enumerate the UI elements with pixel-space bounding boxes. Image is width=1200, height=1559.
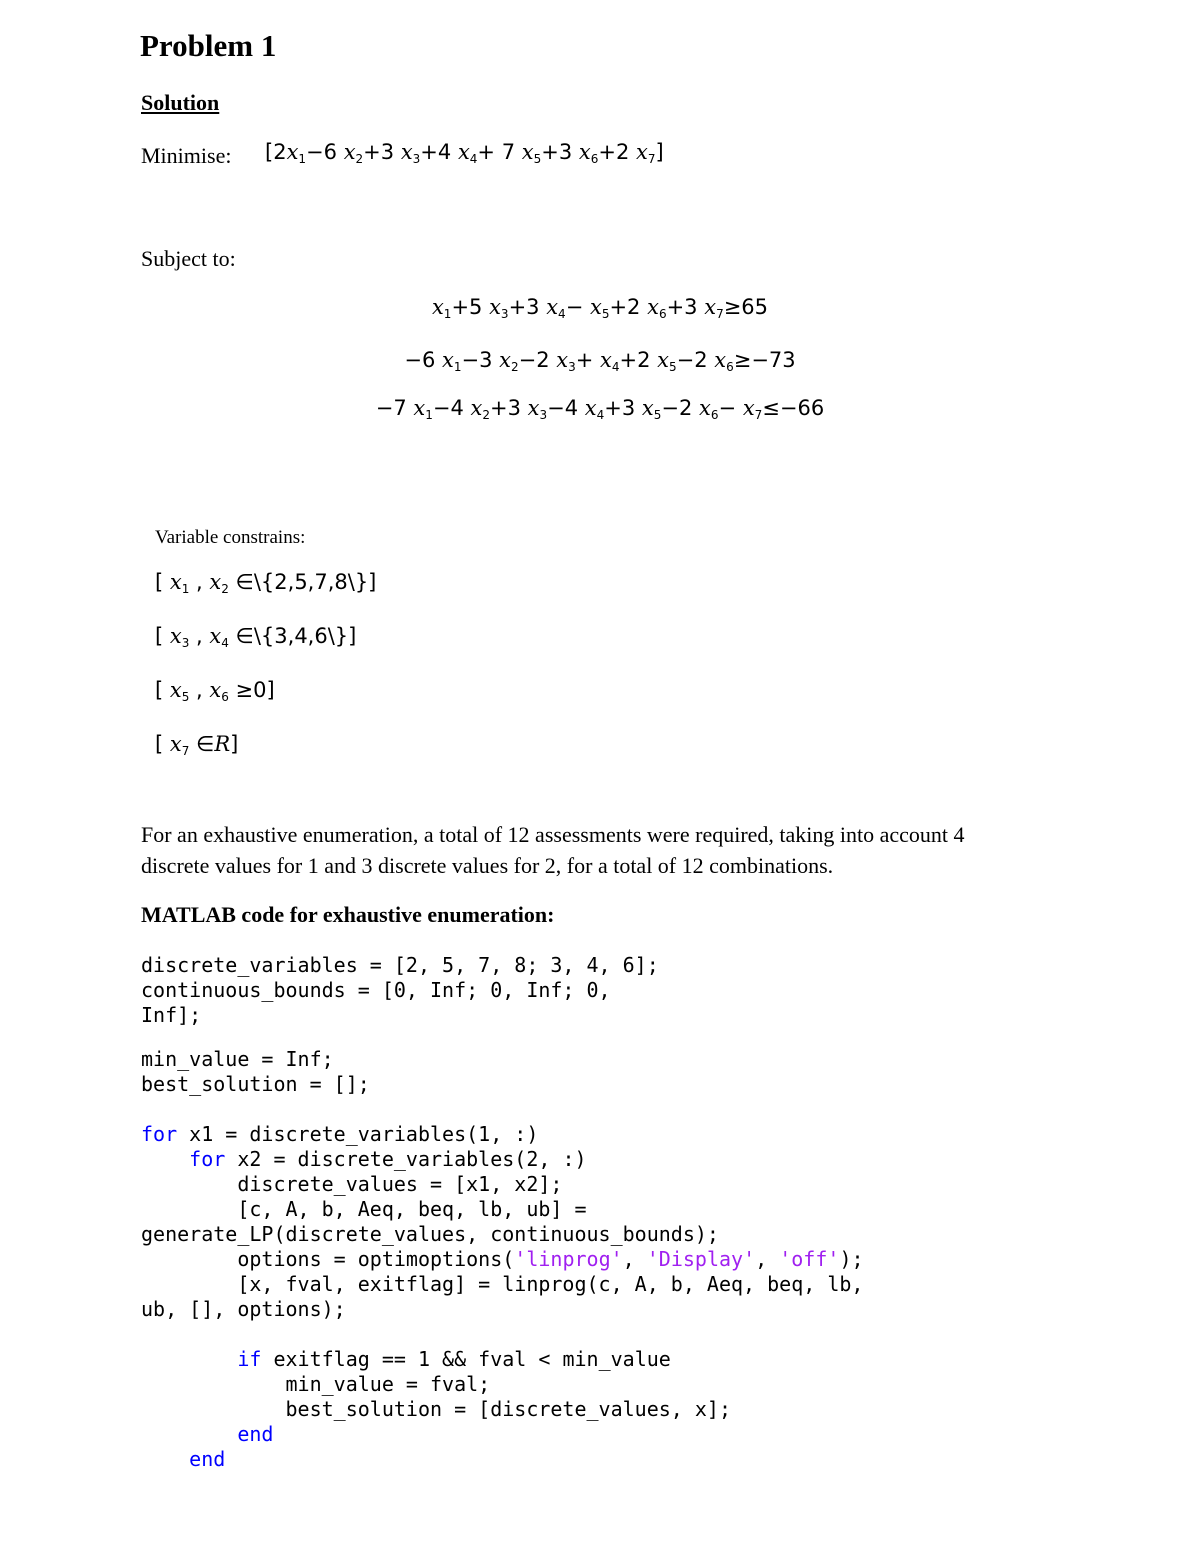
subject-to-label: Subject to:: [141, 246, 236, 271]
string-literal: 'Display': [646, 1247, 756, 1271]
keyword-for: for: [141, 1122, 178, 1146]
code-line: [141, 1447, 189, 1471]
page-title: Problem 1: [140, 28, 277, 63]
solution-heading: Solution: [141, 90, 220, 115]
code-line: x2 = discrete_variables(2, :) discrete_values = [x1, x2]; [c, A, b, Aeq, beq, lb, ub] = generate_LP(discrete_values, continuous_bounds); options = optimoptions(: [141, 1147, 719, 1271]
string-literal: 'linprog': [514, 1247, 623, 1271]
code-heading: MATLAB code for exhaustive enumeration:: [141, 902, 555, 927]
constraint-1: $x_1+5$ $x_3+3$ $x_4- x_5+2$ $x_6+3$ $x_7\ge 65$: [431, 295, 769, 321]
variable-constraint-1: [ $x_1$ , $x_2$ ∈\{2,5,7,8\}]: [155, 570, 377, 596]
keyword-end: end: [237, 1422, 274, 1446]
code-block-init: min_value = Inf; best_solution = [];: [141, 1047, 370, 1096]
code-separator: ,: [755, 1247, 780, 1271]
variable-constraint-3: [ $x_5$ , $x_6 \ge 0$]: [155, 678, 275, 704]
variable-constraint-4: [ $x_7$ ∈R]: [155, 732, 239, 758]
minimise-label: Minimise:: [141, 143, 232, 168]
code-line: x1 = discrete_variables(1, :): [189, 1122, 539, 1146]
code-line: ); [x, fval, exitflag] = linprog(c, A, b, Aeq, beq, lb, ub, [], options);: [141, 1247, 864, 1321]
constraint-3: −7 $x_1-4$ $x_2+3$ $x_3-4$ $x_4+3$ $x_5-2$ $x_6- x_7\le-66$: [375, 396, 825, 422]
string-literal: 'off': [779, 1247, 840, 1271]
keyword-for: for: [189, 1147, 226, 1171]
enumeration-paragraph: For an exhaustive enumeration, a total of 12 assessments were required, taking into account 4 discrete values for 1 and 3 discrete values for 2, for a total of 12 combinations.: [141, 822, 965, 878]
objective-expression: [$2x_1-6$ $x_2+3$ $x_3+4$ $x_4+ 7$ $x_5+3$ $x_6+2$ $x_7$]: [265, 140, 664, 166]
variable-constraints-title: Variable constrains:: [155, 527, 306, 548]
code-separator: ,: [622, 1247, 647, 1271]
code-block-variables: discrete_variables = [2, 5, 7, 8; 3, 4, 6]; continuous_bounds = [0, Inf; 0, Inf; 0, Inf];: [141, 953, 659, 1027]
code-block-loop: [141, 1122, 864, 1472]
keyword-end: end: [189, 1447, 226, 1471]
constraint-2: −6 $x_1-3$ $x_2-2$ $x_3+ x_4+2$ $x_5-2$ $x_6\ge-73$: [404, 348, 796, 374]
variable-constraint-2: [ $x_3$ , $x_4$ ∈\{3,4,6\}]: [155, 624, 357, 650]
code-line: exitflag == 1 && fval < min_value min_value = fval; best_solution = [discrete_values, x];: [273, 1347, 732, 1421]
keyword-if: if: [237, 1347, 262, 1371]
